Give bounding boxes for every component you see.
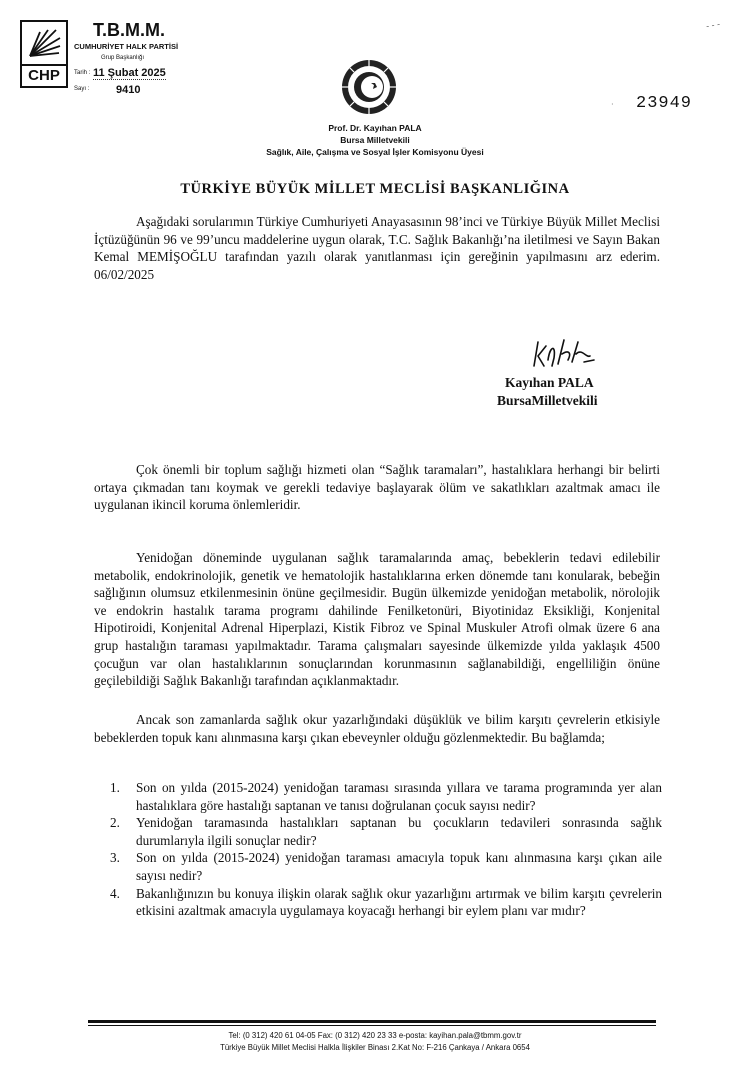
date-value: 11 Şubat 2025 [93, 67, 166, 79]
question-number: 2. [110, 815, 120, 831]
group-label: Grup Başkanlığı [101, 55, 145, 61]
footer-contact: Tel: (0 312) 420 61 04-05 Fax: (0 312) 420 23 33 e-posta: kayihan.pala@tbmm.gov.tr [228, 1031, 522, 1040]
number-value: 9410 [116, 84, 141, 96]
intro-paragraph: Aşağıdaki sorularımın Türkiye Cumhuriyeti Anayasasının 98’inci ve Türkiye Büyük Millet Meclisi İçtüzüğünün 96 ve 99’uncu maddelerine uygun olarak, T.C. Sağlık Bakanlığı’na iletilmesi ve Sayın Bakan Kemal MEMİŞOĞLU tarafından yazılı olarak yanıtlanması için gereğinin yapılmasını arz ederim. 06/02/2025 [94, 214, 661, 282]
signature-title: BursaMilletvekili [497, 393, 598, 408]
question-text: Son on yılda (2015-2024) yenidoğan taraması amacıyla topuk kanı alınmasına karşı çıkan aile sayısı nedir? [136, 850, 662, 883]
footer-divider-thin [88, 1025, 656, 1026]
document-title: TÜRKİYE BÜYÜK MİLLET MECLİSİ BAŞKANLIĞINA [180, 181, 570, 197]
stamp-party-short: CHP [22, 64, 66, 86]
party-name: CUMHURİYET HALK PARTİSİ [74, 42, 179, 51]
footer-divider [88, 1020, 656, 1023]
question-number: 4. [110, 885, 120, 901]
question-item [110, 779, 662, 814]
party-stamp [20, 20, 68, 88]
question-list [110, 779, 662, 920]
question-text: Yenidoğan taramasında hastalıkları saptanan bu çocukların tedavileri sonrasında sağlık durumlarıyla ilgili sonuçlar nedir? [136, 815, 662, 848]
question-item [110, 849, 662, 884]
question-number: 1. [110, 780, 120, 795]
handwritten-signature [528, 336, 598, 370]
question-item [110, 814, 662, 849]
question-number: 3. [110, 850, 120, 866]
question-text: Son on yılda (2015-2024) yenidoğan taraması sırasında yıllara ve tarama programında yer alan hastalıklara göre hastalığı saptanan ve tanısı doğrulanan çocuk sayısı nedir? [136, 780, 662, 813]
question-item [110, 885, 662, 920]
number-label: Sayı : [74, 86, 90, 92]
signature-name: Kayıhan PALA [505, 375, 594, 390]
question-text: Bakanlığınızın bu konuya ilişkin olarak sağlık okur yazarlığını artırmak ve bilim karşıtı çevrelerin etkisini azaltmak amacıyla uygulamaya koyacağı herhangi bir eylem planı var mıdır? [136, 885, 662, 919]
sender-committee: Sağlık, Aile, Çalışma ve Sosyal İşler Komisyonu Üyesi [266, 147, 484, 157]
date-label: Tarih : [74, 70, 91, 76]
body-paragraph-2: Yenidoğan döneminde uygulanan sağlık taramalarında amaç, bebeklerin tedavi edilebilir metabolik, endokrinolojik, genetik ve hematolojik hastalıklarına erken dönemde tanı konularak, bebeğin sağlığının olumsuz etkilenmesinin önüne geçilmesidir. Bugün ülkemizde yenidoğan metabolik, nörolojik ve endokrin hastalık tarama programı dahilinde Fenilketonüri, Biyotinidaz Eksikliği, Konjenital Hipotiroidi, Konjenital Adrenal Hiperplazi, Kistik Fibroz ve Spinal Muskuler Atrofi olmak üzere 6 ana grup hastalığın taraması yapılmaktadır. Tarama çalışmaları sayesinde ülkemizde yılda yaklaşık 4500 çocuğun var olan hastalıklarının sonuçlarından korunmasının sağlanabildiği, engelliliğin önüne geçilebildiği Sağlık Bakanlığı tarafından açıklanmaktadır. [94, 550, 660, 689]
tbmm-heading: T.B.M.M. [93, 20, 165, 40]
body-paragraph-3: Ancak son zamanlarda sağlık okur yazarlığındaki düşüklük ve bilim karşıtı çevrelerin etkisiyle bebeklerden topuk kanı alınmasına karşı çıkan ebeveynler olduğu gözlenmektedir. Bu bağlamda; [94, 712, 660, 745]
body-paragraph-1: Çok önemli bir toplum sağlığı hizmeti olan “Sağlık taramaları”, hastalıklara herhangi bir belirti ortaya çıkmadan tanı koymak ve gerekli tedaviye başlayarak ölüm ve sakatlıkları azaltmak amacı ile uygulanan ikincil koruma önlemleridir. [94, 462, 660, 513]
chp-arrows-logo [26, 26, 62, 60]
sender-position: Bursa Milletvekili [340, 135, 410, 145]
document-number: 23949 [636, 94, 693, 113]
tbmm-emblem-icon [340, 58, 398, 116]
dot-mark: · [611, 100, 614, 109]
footer-address: Türkiye Büyük Millet Meclisi Halkla İlişkiler Binası 2.Kat No: F-216 Çankaya / Ankara 0654 [220, 1043, 530, 1052]
sender-name: Prof. Dr. Kayıhan PALA [328, 123, 422, 133]
corner-mark: ‑ ‑ ‑ [705, 18, 721, 32]
